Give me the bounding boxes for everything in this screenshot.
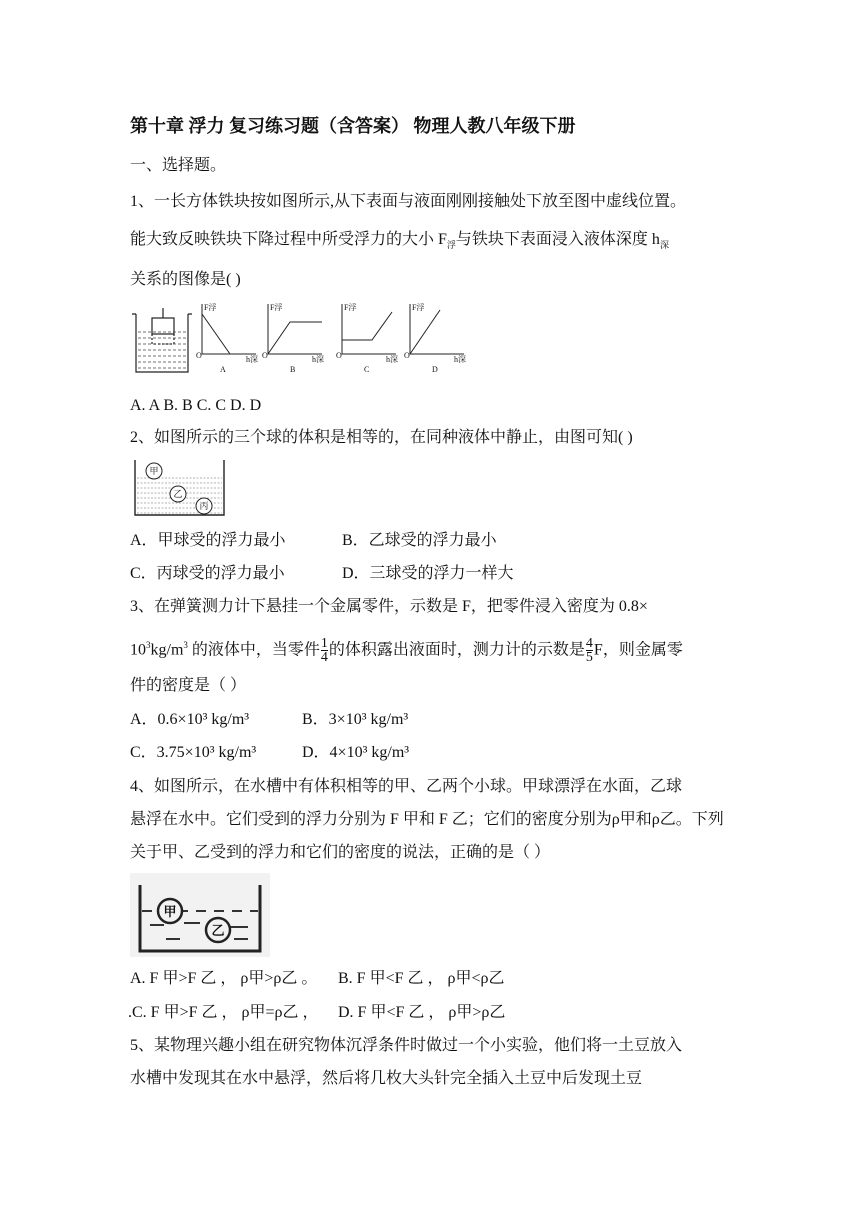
axis-label-x: h深 [386,355,398,364]
q2-option-a: A．甲球受的浮力最小 [130,532,286,549]
axis-label-y: F浮 [270,303,283,312]
q1-stem-line1: 1、一长方体铁块按如图所示,从下表面与液面刚刚接触处下放至图中虚线位置。 [130,193,687,210]
graph-label-c: C [364,365,370,374]
q3-option-c: C．3.75×10³ kg/m³ [130,744,257,761]
origin-label: O [336,351,342,360]
q3-option-a: A．0.6×10³ kg/m³ [130,711,250,728]
axis-label-y: F浮 [344,303,357,312]
q3-option-d: D．4×10³ kg/m³ [302,744,410,761]
q1-options: A. A B. B C. C D. D [130,397,262,414]
axis-label-y: F浮 [204,303,217,312]
ball-jia: 甲 [163,904,177,919]
ball-bing: 丙 [199,501,209,511]
origin-label: O [262,351,268,360]
ball-jia: 甲 [149,466,159,476]
fraction-four-fifths: $\frac{4}{5}$ [585,636,593,666]
q5-stem-line2: 水槽中发现其在水中悬浮，然后将几枚大头针完全插入土豆中后发现土豆 [130,1070,643,1087]
q4-stem-line2: 悬浮在水中。它们受到的浮力分别为 F 甲和 F 乙；它们的密度分别为ρ甲和ρ乙。下列 [130,811,724,828]
section-heading: 一、选择题。 [130,157,227,174]
q2-figure [132,458,228,518]
q1-figure [130,300,475,378]
axis-label-x: h深 [312,355,324,364]
q4-stem-line3: 关于甲、乙受到的浮力和它们的密度的说法，正确的是（ ） [130,844,551,861]
q3-stem-line3: 件的密度是（ ） [130,677,247,694]
q4-option-a: A. F 甲>F 乙 ， ρ甲>ρ乙 。 [130,970,318,987]
graph-label-a: A [220,365,226,374]
q2-option-c: C．丙球受的浮力最小 [130,565,285,582]
q5-stem-line1: 5、某物理兴趣小组在研究物体沉浮条件时做过一个小实验，他们将一土豆放入 [130,1037,683,1054]
q3-option-b: B．3×10³ kg/m³ [302,711,409,728]
origin-label: O [404,351,410,360]
q4-option-d: D. F 甲<F 乙 ， ρ甲>ρ乙 [338,1004,506,1021]
document-title: 第十章 浮力 复习练习题（含答案） 物理人教八年级下册 [130,116,576,136]
axis-label-x: h深 [454,355,466,364]
ball-yi: 乙 [211,923,225,938]
q2-stem: 2、如图所示的三个球的体积是相等的，在同种液体中静止，由图可知( ) [130,429,633,446]
origin-label: O [196,351,202,360]
q4-figure [130,873,270,957]
graph-label-b: B [290,365,296,374]
q1-stem-line3: 关系的图像是( ) [130,271,241,288]
q1-stem-line2: 能大致反映铁块下降过程中所受浮力的大小 $F_浮$与铁块下表面浸入液体深度 $h_深$ [130,231,669,251]
q2-option-d: D．三球受的浮力一样大 [342,565,514,582]
q3-stem-line2: $10^3kg/m^3$ 的液体中，当零件 $\frac{1}{4}$ 的体积露出液面时，测力计的示数是 $\frac{4}{5}$ F，则金属零 [130,636,683,666]
q4-option-b: B. F 甲<F 乙 ， ρ甲<ρ乙 [338,970,505,987]
fraction-one-quarter: $\frac{1}{4}$ [320,636,328,666]
q4-option-c: .C. F 甲>F 乙 ， ρ甲=ρ乙 ， [128,1004,319,1021]
axis-label-y: F浮 [412,303,425,312]
q2-option-b: B．乙球受的浮力最小 [342,532,497,549]
graph-label-d: D [432,365,438,374]
q3-stem-line1: 3、在弹簧测力计下悬挂一个金属零件，示数是 F，把零件浸入密度为 0.8× [130,598,648,615]
axis-label-x: h深 [246,355,258,364]
ball-yi: 乙 [173,489,183,499]
q4-stem-line1: 4、如图所示，在水槽中有体积相等的甲、乙两个小球。甲球漂浮在水面，乙球 [130,778,683,795]
